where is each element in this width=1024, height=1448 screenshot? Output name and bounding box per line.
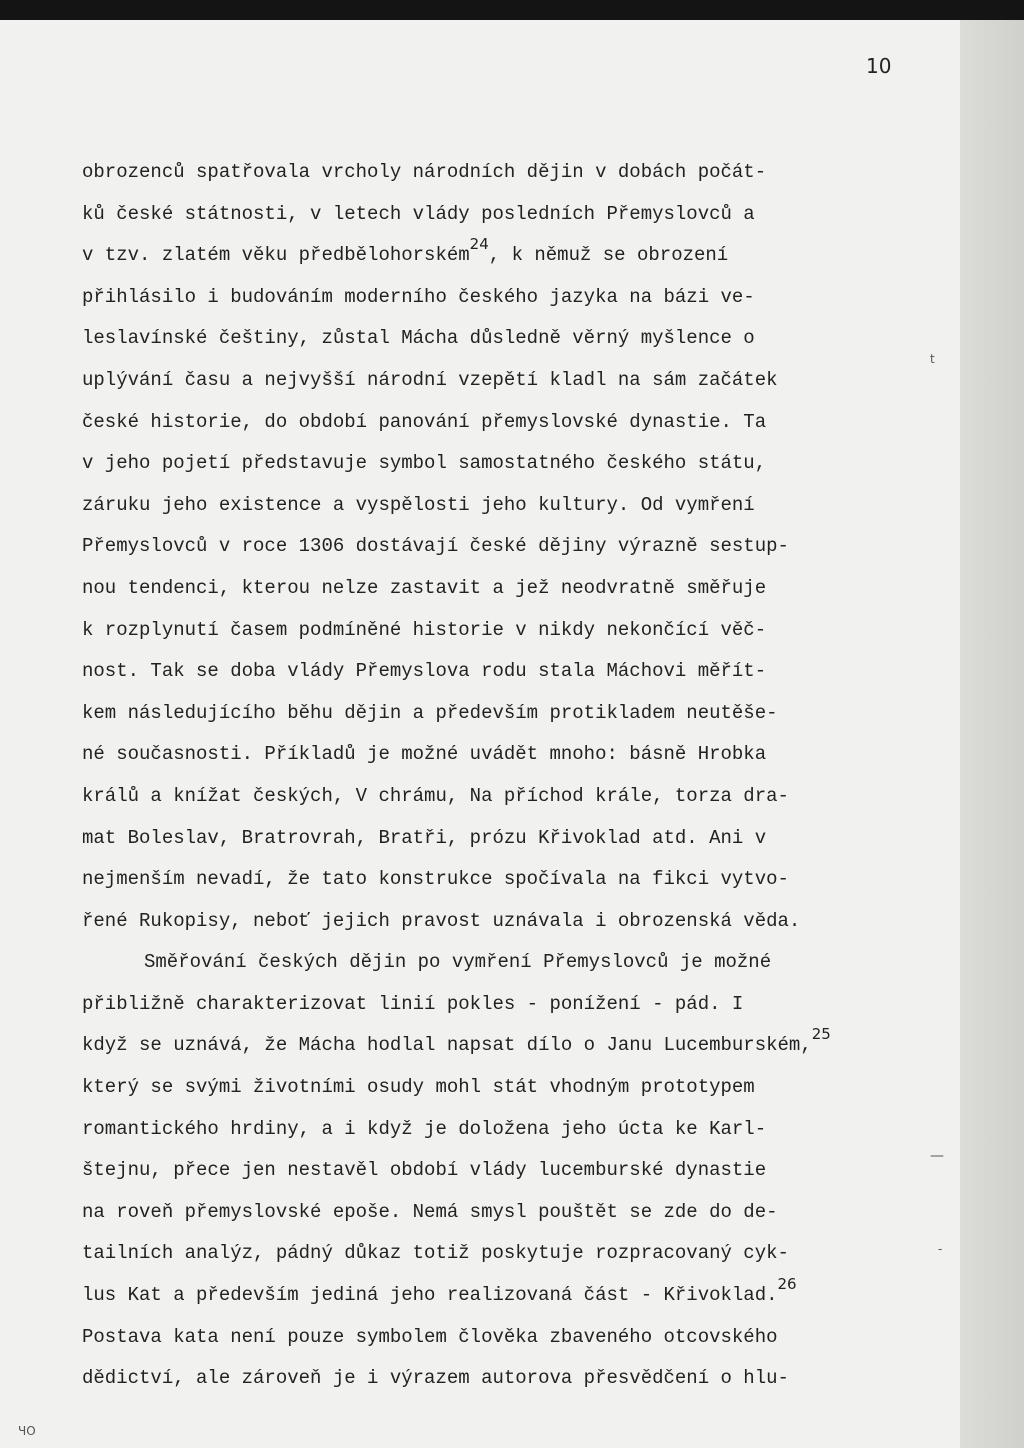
text-line-content: záruku jeho existence a vyspělosti jeho kultury. Od vymření bbox=[82, 493, 755, 516]
text-line bbox=[82, 318, 922, 360]
text-line bbox=[82, 1233, 922, 1275]
text-line-content: ků české státnosti, v letech vlády posledních Přemyslovců a bbox=[82, 202, 755, 225]
text-line bbox=[82, 194, 922, 236]
text-line bbox=[82, 277, 922, 319]
text-line bbox=[82, 152, 922, 194]
text-line bbox=[82, 360, 922, 402]
text-line-content: dědictví, ale zároveň je i výrazem autorova přesvědčení o hlu- bbox=[82, 1367, 789, 1390]
text-line-content: Postava kata není pouze symbolem člověka zbaveného otcovského bbox=[82, 1325, 778, 1348]
text-line bbox=[82, 942, 922, 984]
text-line bbox=[82, 1192, 922, 1234]
page-number: 10 bbox=[866, 54, 892, 78]
text-line-content: na roveň přemyslovské epoše. Nemá smysl pouštět se zde do de- bbox=[82, 1200, 778, 1223]
text-line-content: když se uznává, že Mácha hodlal napsat dílo o Janu Lucemburském, bbox=[82, 1034, 812, 1057]
text-line bbox=[82, 402, 922, 444]
text-line bbox=[82, 1358, 922, 1400]
text-line-tail: , k němuž se obrození bbox=[488, 244, 729, 267]
text-line bbox=[82, 693, 922, 735]
text-line-content: leslavínské češtiny, zůstal Mácha důsledně věrný myšlence o bbox=[82, 327, 755, 350]
text-line-content: řené Rukopisy, neboť jejich pravost uznávala i obrozenská věda. bbox=[82, 909, 801, 932]
text-line bbox=[82, 1150, 922, 1192]
text-line bbox=[82, 734, 922, 776]
footnote-marker: 24 bbox=[469, 235, 489, 254]
text-line bbox=[82, 235, 922, 277]
margin-mark: - bbox=[938, 1242, 943, 1256]
scan-right-edge bbox=[960, 20, 1024, 1448]
text-line bbox=[82, 526, 922, 568]
text-line bbox=[82, 443, 922, 485]
body-text bbox=[82, 152, 922, 1400]
scan-top-border bbox=[0, 0, 1024, 20]
text-line-content: králů a knížat českých, V chrámu, Na příchod krále, torza dra- bbox=[82, 784, 789, 807]
text-line-content: nou tendenci, kterou nelze zastavit a jež neodvratně směřuje bbox=[82, 576, 767, 599]
text-line bbox=[82, 776, 922, 818]
footnote-marker: 26 bbox=[777, 1275, 797, 1294]
text-line bbox=[82, 859, 922, 901]
margin-mark: — bbox=[930, 1148, 944, 1164]
text-line-content: mat Boleslav, Bratrovrah, Bratři, prózu Křivoklad atd. Ani v bbox=[82, 826, 767, 849]
text-line-content: nost. Tak se doba vlády Přemyslova rodu stala Máchovi měřít- bbox=[82, 660, 767, 683]
text-line bbox=[82, 485, 922, 527]
text-line-content: přihlásilo i budováním moderního českého jazyka na bázi ve- bbox=[82, 285, 755, 308]
text-line bbox=[82, 1275, 922, 1317]
text-line bbox=[82, 901, 922, 943]
text-line-content: české historie, do období panování přemyslovské dynastie. Ta bbox=[82, 410, 767, 433]
text-line bbox=[82, 1067, 922, 1109]
corner-stamp: ЧО bbox=[18, 1424, 36, 1438]
text-line-content: v jeho pojetí představuje symbol samostatného českého státu, bbox=[82, 452, 767, 475]
text-line bbox=[82, 610, 922, 652]
text-line-content: který se svými životními osudy mohl stát vhodným prototypem bbox=[82, 1076, 755, 1099]
text-line-content: romantického hrdiny, a i když je doložena jeho úcta ke Karl- bbox=[82, 1117, 767, 1140]
text-line-content: nejmenším nevadí, že tato konstrukce spočívala na fikci vytvo- bbox=[82, 868, 789, 891]
text-line-content: lus Kat a především jediná jeho realizovaná část - Křivoklad. bbox=[82, 1284, 778, 1307]
text-line-content: kem následujícího běhu dějin a především protikladem neutěše- bbox=[82, 701, 778, 724]
text-line-content: přibližně charakterizovat linií pokles - ponížení - pád. I bbox=[82, 992, 744, 1015]
text-line-content: štejnu, přece jen nestavěl období vlády lucemburské dynastie bbox=[82, 1159, 767, 1182]
text-line bbox=[82, 818, 922, 860]
text-line-content: k rozplynutí časem podmíněné historie v nikdy nekončící věč- bbox=[82, 618, 767, 641]
text-line-content: obrozenců spatřovala vrcholy národních dějin v dobách počát- bbox=[82, 161, 767, 183]
text-line-content: Přemyslovců v roce 1306 dostávají české dějiny výrazně sestup- bbox=[82, 535, 789, 558]
text-line-content: v tzv. zlatém věku předbělohorském bbox=[82, 244, 470, 267]
text-line-content: Směřování českých dějin po vymření Přemyslovců je možné bbox=[144, 951, 772, 974]
text-line-content: né současnosti. Příkladů je možné uvádět mnoho: básně Hrobka bbox=[82, 743, 767, 766]
text-line-content: uplývání času a nejvyšší národní vzepětí kladl na sám začátek bbox=[82, 368, 778, 391]
footnote-marker: 25 bbox=[811, 1025, 831, 1044]
text-line bbox=[82, 984, 922, 1026]
margin-mark: t bbox=[930, 352, 935, 366]
text-line-content: tailních analýz, pádný důkaz totiž poskytuje rozpracovaný cyk- bbox=[82, 1242, 789, 1265]
text-line bbox=[82, 568, 922, 610]
text-line bbox=[82, 651, 922, 693]
text-line bbox=[82, 1025, 922, 1067]
text-line bbox=[82, 1109, 922, 1151]
text-line bbox=[82, 1317, 922, 1359]
